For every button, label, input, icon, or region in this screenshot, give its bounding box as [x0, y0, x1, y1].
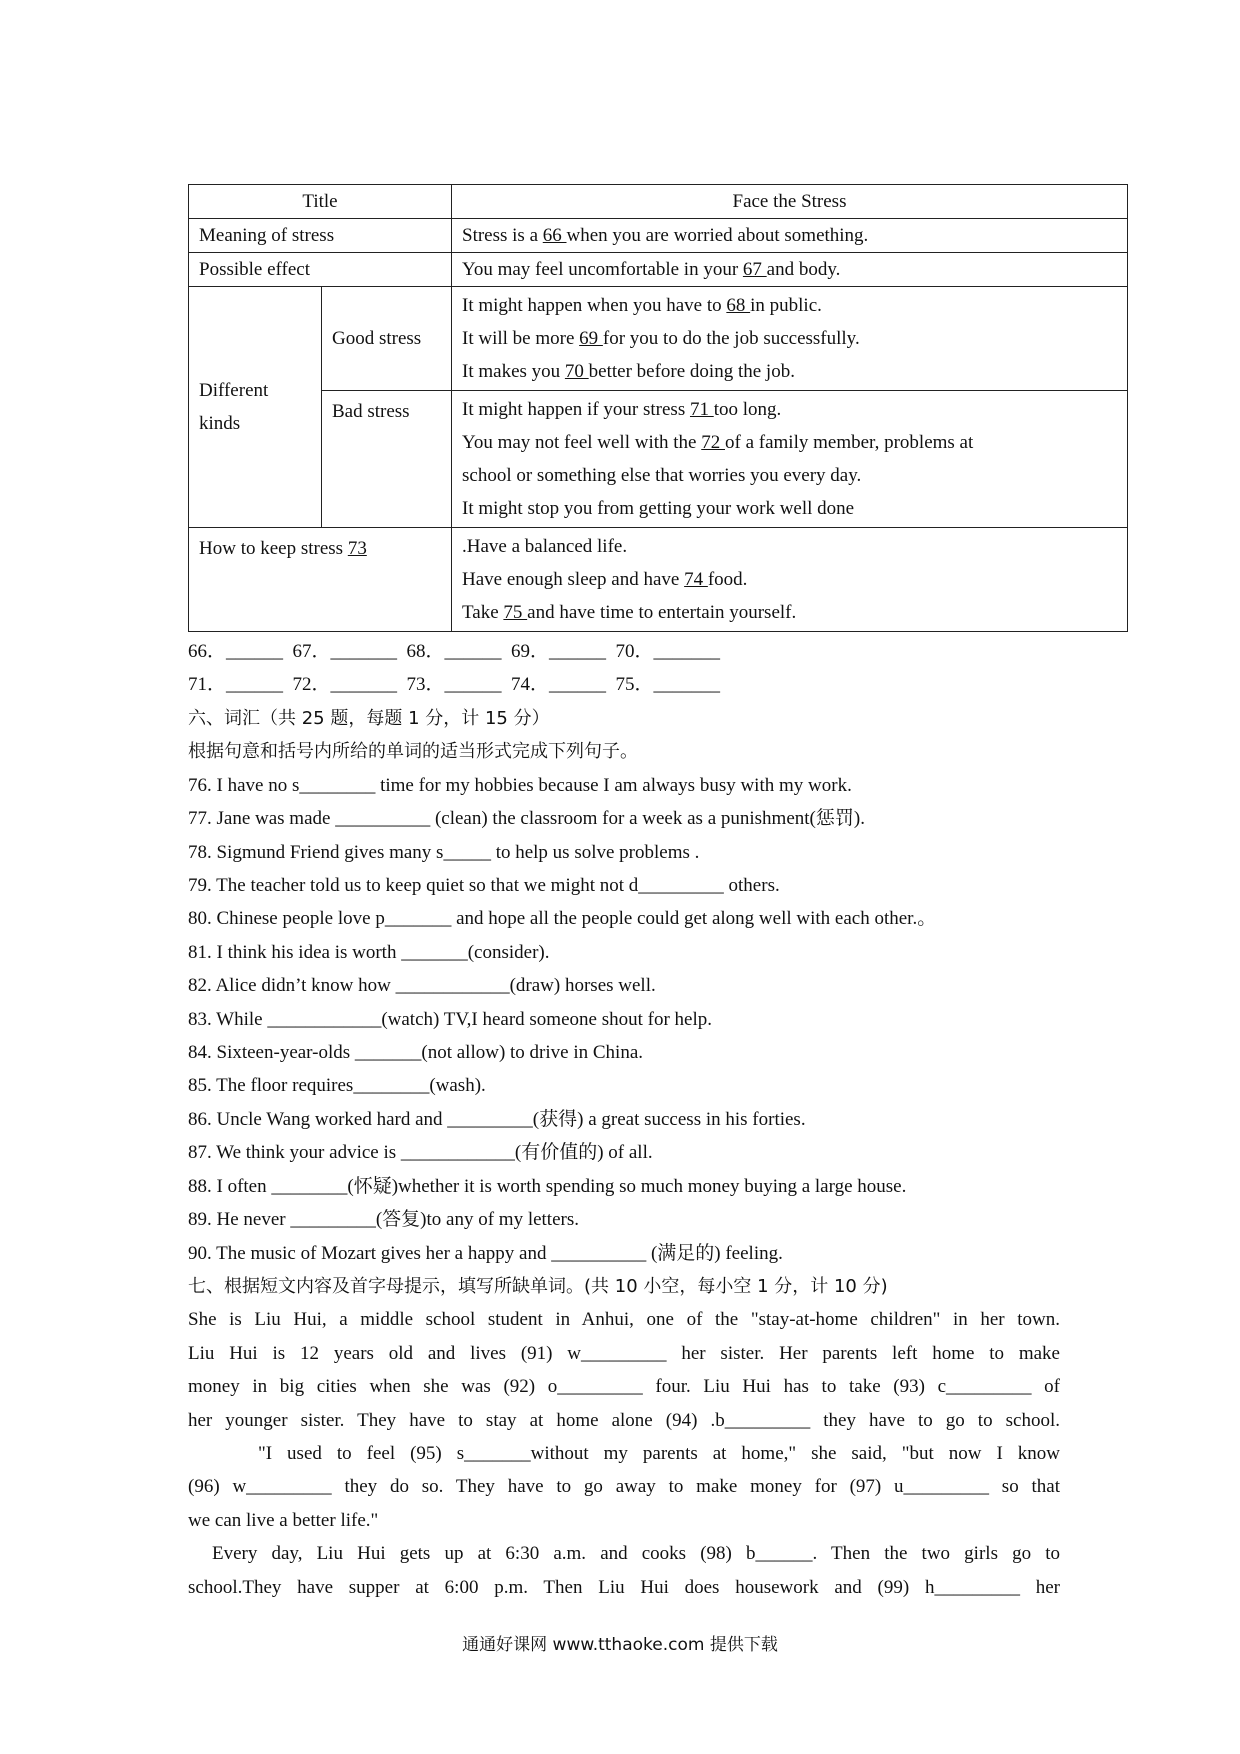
good-stress-label: Good stress [322, 287, 452, 391]
text: Have enough sleep and have [462, 569, 685, 590]
text: Stress is a [462, 225, 543, 246]
keep-row [189, 528, 1128, 632]
question-item: 82. Alice didn’t know how ____________(draw) horses well. [188, 975, 656, 997]
question-item: 84. Sixteen-year-olds _______(not allow) to drive in China. [188, 1042, 644, 1064]
passage-line: school.They have supper at 6:00 p.m. Then Liu Hui does housework and (99) h_________ her [188, 1576, 1060, 1598]
good-stress-text [452, 287, 1128, 391]
text: How to keep stress [199, 538, 348, 559]
header-title-cell: Title [189, 185, 452, 219]
text: You may not feel well with the [462, 432, 702, 453]
blank-66: 66 [542, 225, 567, 246]
section-6-heading: 六、词汇（共 25 题，每题 1 分，计 15 分） [188, 708, 550, 729]
kinds-label [189, 287, 322, 528]
text: when you are worried about something. [566, 225, 869, 246]
meaning-row [189, 219, 1128, 253]
meaning-text [452, 219, 1128, 253]
question-item: 88. I often ________(怀疑)whether it is worth spending so much money buying a large house. [188, 1175, 907, 1197]
text: It might happen if your stress [462, 399, 690, 420]
blank-73: 73 [347, 538, 367, 559]
blank-72: 72 [701, 432, 725, 453]
text: You may feel uncomfortable in your [462, 259, 743, 280]
good-line-1 [462, 289, 1117, 322]
passage-line: (96) w_________ they do so. They have to go away to make money for (97) u_________ so that [188, 1476, 1060, 1498]
keep-text [452, 528, 1128, 632]
bad-line-2 [462, 426, 1117, 459]
page-footer: 通通好课网 www.tthaoke.com 提供下载 [462, 1635, 778, 1655]
text: too long. [713, 399, 782, 420]
answer-blanks-row-2: 71．______ 72．_______ 73．______ 74．______ 75．_______ [188, 674, 721, 695]
header-topic-cell: Face the Stress [452, 185, 1128, 219]
question-item: 86. Uncle Wang worked hard and _________(获得) a great success in his forties. [188, 1108, 806, 1130]
text: Take [462, 602, 504, 623]
table-header-row [189, 185, 1128, 219]
passage-line: Liu Hui is 12 years old and lives (91) w_________ her sister. Her parents left home to make [188, 1342, 1060, 1364]
effect-text [452, 253, 1128, 287]
text: in public. [750, 295, 822, 316]
text: better before doing the job. [588, 361, 795, 382]
passage-line: we can live a better life." [188, 1509, 379, 1531]
section-7-heading: 七、根据短文内容及首字母提示，填写所缺单词。(共 10 小空，每小空 1 分，计 10 分) [188, 1275, 888, 1297]
passage-line: money in big cities when she was (92) o_________ four. Liu Hui has to take (93) c_________ of [188, 1376, 1060, 1398]
question-item: 76. I have no s________ time for my hobbies because I am always busy with my work. [188, 774, 852, 796]
bad-line-3: school or something else that worries you every day. [462, 465, 862, 486]
good-line-2 [462, 322, 1117, 355]
question-item: 80. Chinese people love p_______ and hope all the people could get along well with each other.。 [188, 908, 937, 930]
blank-68: 68 [726, 295, 751, 316]
passage-line: Every day, Liu Hui gets up at 6:30 a.m. and cooks (98) b______. Then the two girls go to [212, 1543, 1060, 1565]
keep-line-3 [462, 596, 1117, 629]
bad-stress-text [452, 391, 1128, 528]
text: It will be more [462, 328, 580, 349]
text: It makes you [462, 361, 565, 382]
good-stress-row [189, 287, 1128, 391]
effect-label: Possible effect [189, 253, 452, 287]
passage-line: her younger sister. They have to stay at home alone (94) .b_________ they have to go to school. [188, 1409, 1060, 1431]
question-item: 77. Jane was made __________ (clean) the classroom for a week as a punishment(惩罚). [188, 808, 865, 830]
bad-stress-row [189, 391, 1128, 528]
question-item: 78. Sigmund Friend gives many s_____ to help us solve problems . [188, 841, 700, 863]
stress-table [188, 184, 1128, 632]
passage-line: She is Liu Hui, a middle school student in Anhui, one of the "stay-at-home children" in her town. [188, 1309, 1060, 1331]
kinds-label-line1: Different [199, 380, 269, 401]
text: of a family member, problems at [725, 432, 974, 453]
blank-69: 69 [579, 328, 603, 349]
question-item: 90. The music of Mozart gives her a happy and __________ (满足的) feeling. [188, 1242, 783, 1264]
question-item: 87. We think your advice is ____________(有价值的) of all. [188, 1142, 653, 1164]
keep-line-2 [462, 563, 1117, 596]
good-line-3 [462, 355, 1117, 388]
text: and have time to entertain yourself. [527, 602, 797, 623]
section-6-instruction: 根据句意和括号内所给的单词的适当形式完成下列句子。 [188, 741, 638, 763]
answer-blanks-row-1: 66．______ 67．_______ 68．______ 69．______ 70．_______ [188, 641, 721, 662]
bad-line-4: It might stop you from getting your work well done [462, 498, 855, 519]
text: It might happen when you have to [462, 295, 727, 316]
text: and body. [766, 259, 841, 280]
meaning-label: Meaning of stress [189, 219, 452, 253]
question-content [188, 702, 1060, 1604]
keep-label [189, 528, 452, 632]
passage-line: "I used to feel (95) s_______without my parents at home," she said, "but now I know [258, 1442, 1060, 1464]
question-item: 81. I think his idea is worth _______(consider). [188, 941, 550, 963]
question-item: 79. The teacher told us to keep quiet so that we might not d_________ others. [188, 875, 780, 897]
bad-line-1 [462, 393, 1117, 426]
keep-line-1: .Have a balanced life. [462, 536, 628, 557]
text: food. [707, 569, 748, 590]
text: for you to do the job successfully. [602, 328, 860, 349]
question-item: 89. He never _________(答复)to any of my letters. [188, 1209, 579, 1231]
blank-75: 75 [503, 602, 528, 623]
question-item: 85. The floor requires________(wash). [188, 1075, 486, 1097]
blank-71: 71 [689, 399, 714, 420]
blank-70: 70 [564, 361, 589, 382]
bad-stress-label: Bad stress [322, 391, 452, 528]
blank-74: 74 [684, 569, 708, 590]
question-item: 83. While ____________(watch) TV,I heard someone shout for help. [188, 1008, 712, 1030]
effect-row [189, 253, 1128, 287]
kinds-label-line2: kinds [199, 413, 241, 434]
blank-67: 67 [742, 259, 767, 280]
